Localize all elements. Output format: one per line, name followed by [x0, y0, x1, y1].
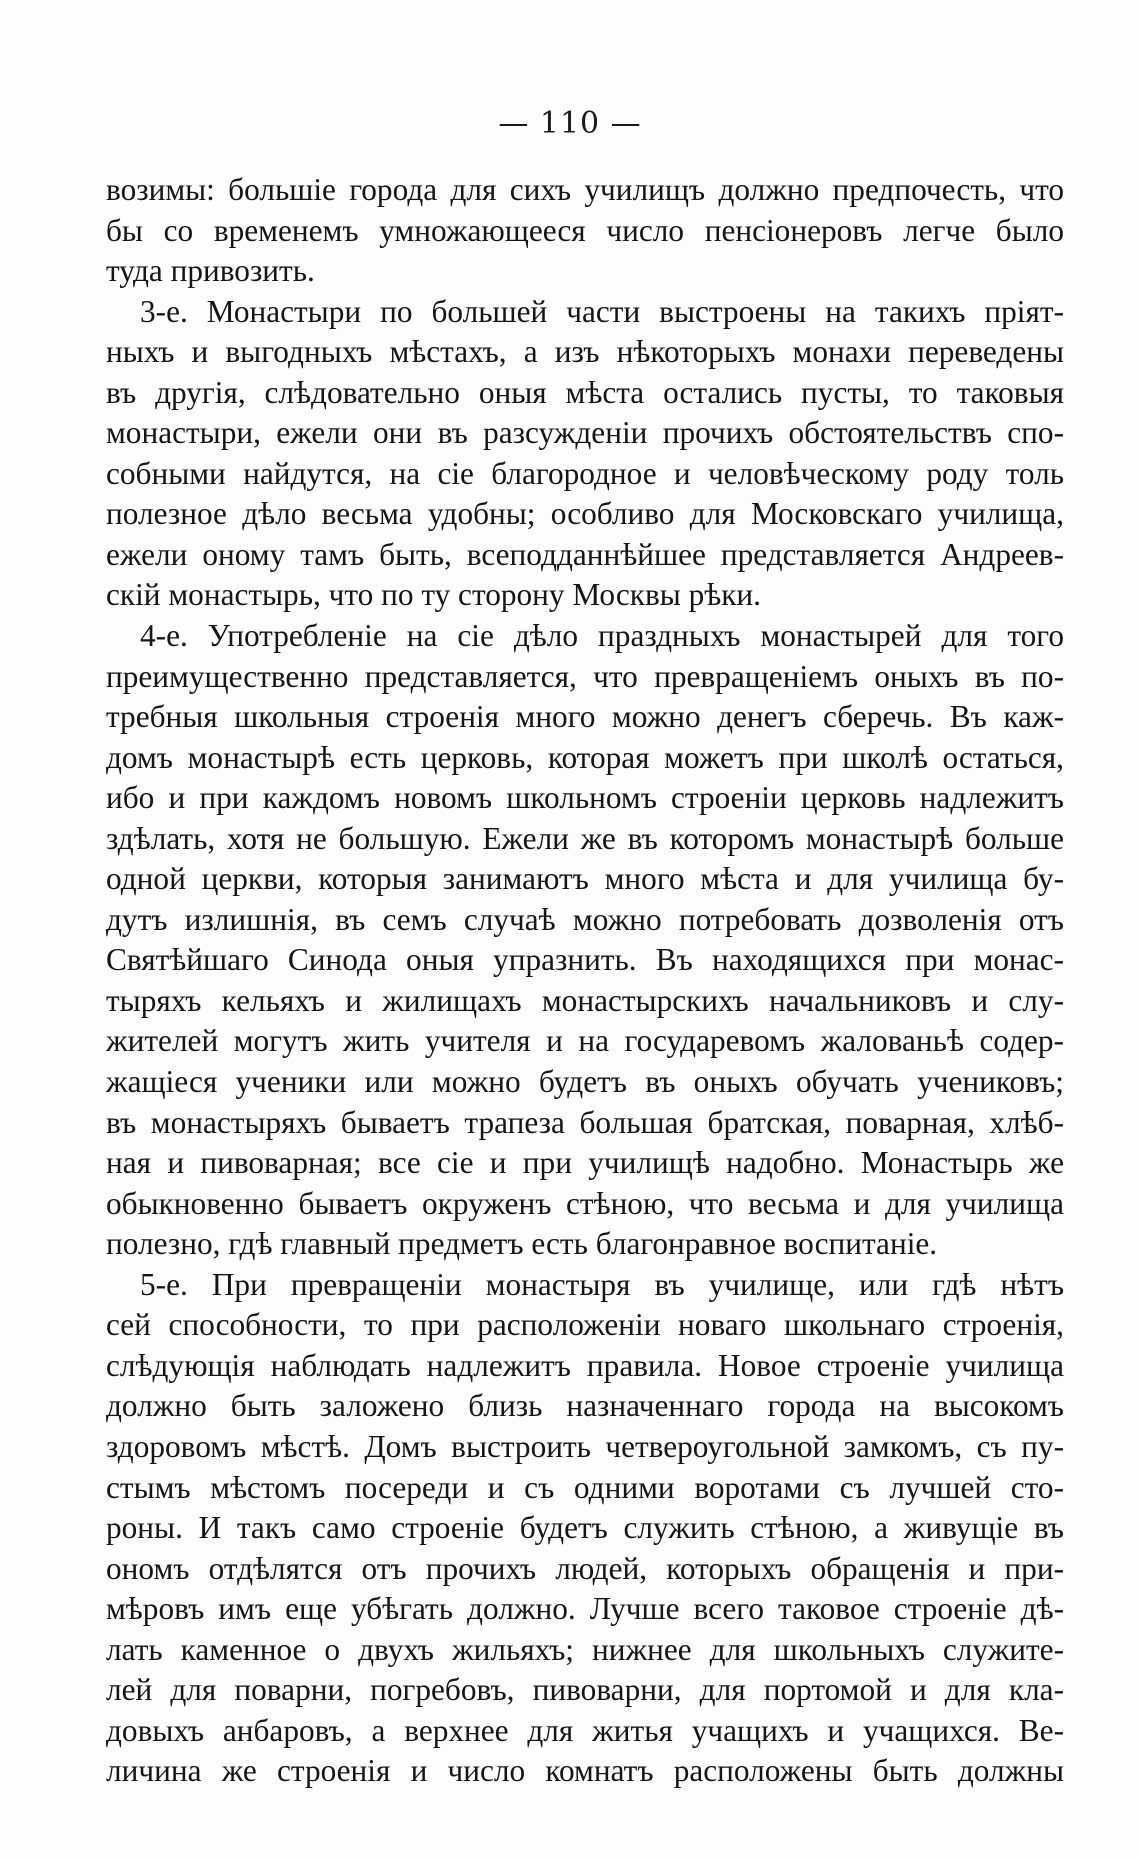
- text-line: жащіеся ученики или можно будетъ въ оныхъ обучать учениковъ;: [106, 1064, 1064, 1100]
- text-line: ежели оному тамъ быть, всеподданнѣйшее представляется Андреев-: [106, 536, 1064, 572]
- text-line: личина же строенія и число комнатъ расположены быть должны: [106, 1753, 1064, 1789]
- text-line: Святѣйшаго Синода оныя упразнить. Въ находящихся при монас-: [106, 942, 1064, 978]
- text-line: скій монастырь, что по ту сторону Москвы рѣки.: [106, 577, 762, 613]
- text-line: одной церкви, которыя занимаютъ много мѣста и для училища бу-: [106, 861, 1064, 897]
- text-line: дутъ излишнія, въ семъ случаѣ можно потребовать дозволенія отъ: [106, 901, 1064, 937]
- text-line: 4-е. Употребленіе на сіе дѣло праздныхъ монастырей для того: [140, 618, 1064, 654]
- paragraph-1: [106, 170, 1064, 292]
- text-line: полезное дѣло весьма удобны; особливо для Московскаго училища,: [106, 496, 1064, 532]
- text-line: сей способности, то при расположеніи новаго школьнаго строенія,: [106, 1307, 1064, 1343]
- text-line: 3-е. Монастыри по большей части выстроены на такихъ пріят-: [140, 293, 1064, 329]
- text-line: въ монастыряхъ бываетъ трапеза большая братская, поварная, хлѣб-: [106, 1104, 1064, 1140]
- text-line: роны. И такъ само строеніе будетъ служить стѣною, а живущіе въ: [106, 1510, 1064, 1546]
- text-line: ономъ отдѣлятся отъ прочихъ людей, которыхъ обращенія и при-: [106, 1550, 1064, 1586]
- text-line: бы со временемъ умножающееся число пенсіонеровъ легче было: [106, 212, 1064, 248]
- text-line: 5-е. При превращеніи монастыря въ училище, или гдѣ нѣтъ: [140, 1266, 1064, 1302]
- paragraph-4: [106, 1265, 1064, 1792]
- text-line: обыкновенно бываетъ окруженъ стѣною, что весьма и для училища: [106, 1185, 1064, 1221]
- text-line: ная и пивоварная; все сіе и при училищѣ надобно. Монастырь же: [106, 1145, 1064, 1181]
- body-text: [106, 170, 1064, 1792]
- text-line: домъ монастырѣ есть церковь, которая можетъ при школѣ остаться,: [106, 739, 1064, 775]
- text-line: должно быть заложено близь назначеннаго города на высокомъ: [106, 1388, 1064, 1424]
- text-line: полезно, гдѣ главный предметъ есть благонравное воспитаніе.: [106, 1226, 938, 1262]
- text-line: ныхъ и выгодныхъ мѣстахъ, а изъ нѣкоторыхъ монахи переведены: [106, 334, 1064, 370]
- page-number: — 110 —: [498, 106, 642, 141]
- text-line: возимы: большіе города для сихъ училищъ должно предпочесть, что: [106, 172, 1064, 207]
- text-line: слѣдующія наблюдать надлежитъ правила. Новое строеніе училища: [106, 1347, 1064, 1383]
- text-line: мѣровъ имъ еще убѣгать должно. Лучше всего таковое строеніе дѣ-: [106, 1591, 1064, 1627]
- text-line: здѣлать, хотя не большую. Ежели же въ которомъ монастырѣ больше: [106, 820, 1064, 856]
- text-line: ибо и при каждомъ новомъ школьномъ строеніи церковь надлежитъ: [106, 780, 1064, 816]
- text-line: туда привозить.: [106, 253, 315, 289]
- text-line: жителей могутъ жить учителя и на государевомъ жалованьѣ содер-: [106, 1023, 1064, 1059]
- text-line: требныя школьныя строенія много можно денегъ сберечь. Въ каж-: [106, 699, 1064, 735]
- text-line: монастыри, ежели они въ разсужденіи прочихъ обстоятельствъ спо-: [106, 415, 1064, 451]
- text-line: лать каменное о двухъ жильяхъ; нижнее для школьныхъ служите-: [106, 1631, 1064, 1667]
- text-line: стымъ мѣстомъ посереди и съ одними воротами съ лучшей сто-: [106, 1469, 1064, 1505]
- text-line: преимущественно представляется, что превращеніемъ оныхъ въ по-: [106, 658, 1064, 694]
- text-line: въ другія, слѣдовательно оныя мѣста остались пусты, то таковыя: [106, 374, 1064, 410]
- paragraph-2: [106, 292, 1064, 616]
- text-line: довыхъ анбаровъ, а верхнее для житья учащихъ и учащихся. Ве-: [106, 1712, 1064, 1748]
- text-line: здоровомъ мѣстѣ. Домъ выстроить четвероугольной замкомъ, съ пу-: [106, 1428, 1064, 1464]
- paragraph-3: [106, 616, 1064, 1265]
- text-line: собными найдутся, на сіе благородное и человѣческому роду толь: [106, 455, 1064, 491]
- text-line: тыряхъ кельяхъ и жилищахъ монастырскихъ начальниковъ и слу-: [106, 982, 1064, 1018]
- text-line: лей для поварни, погребовъ, пивоварни, для портомой и для кла-: [106, 1672, 1064, 1708]
